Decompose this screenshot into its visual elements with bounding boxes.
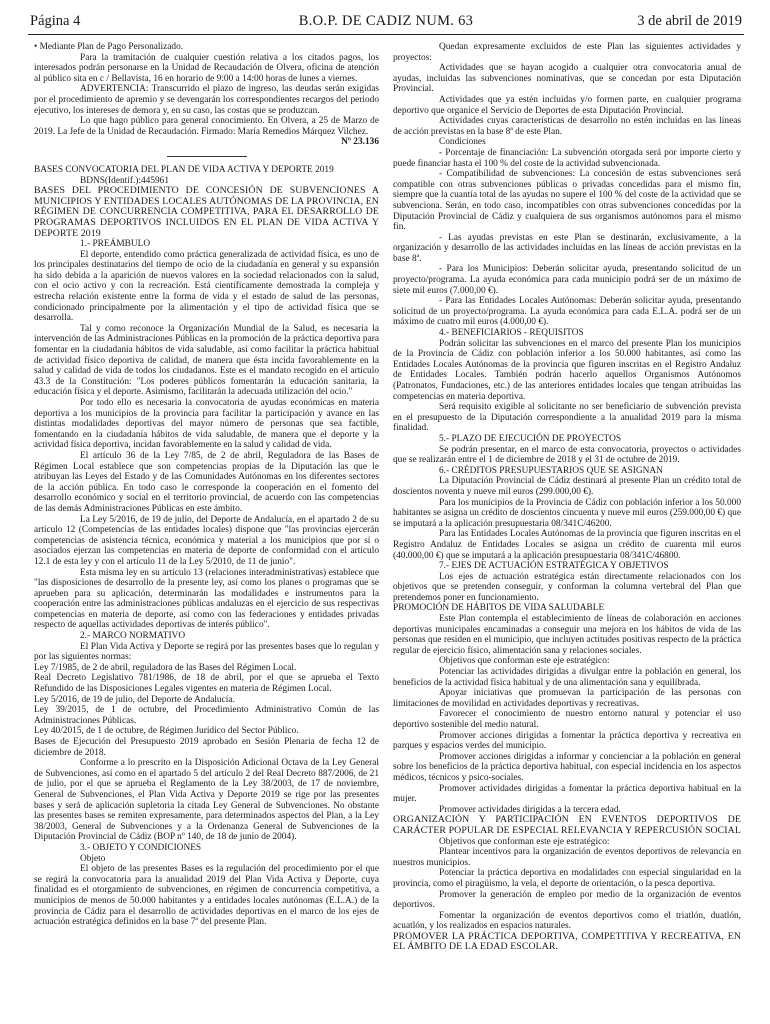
left-paragraph: ADVERTENCIA: Transcurrido el plazo de ingreso, las deudas serán exigidas por el procedimiento de apremio y se devengarán los correspondientes recargos del periodo ejecutivo, los intereses de demora y, en su caso, las costas que se produzcan. <box>34 84 379 116</box>
right-paragraph: La Diputación Provincial de Cádiz destinará al presente Plan un crédito total de doscientos noventa y nueve mil euros (299.000,00 €). <box>393 476 741 497</box>
right-paragraph: Será requisito exigible al solicitante no ser beneficiario de subvención prevista en el presupuesto de la Diputación correspondiente a la anualidad 2019 para la misma finalidad. <box>393 402 741 434</box>
left-paragraph: Ley 5/2016, de 19 de julio, del Deporte de Andalucía. <box>34 694 235 705</box>
right-paragraph: Quedan expresamente excluidos de este Plan las siguientes actividades y proyectos: <box>393 42 741 63</box>
right-paragraph: Los ejes de actuación estratégica están directamente relacionados con los objetivos que se pretenden conseguir, y conforman la columna vertebral del Plan que pretendemos poner en funcionamiento. <box>393 571 741 603</box>
right-paragraph: - Porcentaje de financiación: La subvención otorgada será por importe cierto y puede financiar hasta el 100 % del coste de la actividad subvencionada. <box>393 147 741 169</box>
left-paragraph: Por todo ello es necesaria la convocatoria de ayudas económicas en materia deportiva a los municipios de la provincia para facilitar la participación y avance en las distintas modalidades deportivas del mayor número de personas que sea factible, fomentando en la ciudadanía hábitos de vida saludable, de manera que el deporte y la actividad física deportiva, incidan favorablemente en la salud y calidad de vida. <box>34 398 379 451</box>
left-paragraph: • Mediante Plan de Pago Personalizado. <box>34 42 184 52</box>
right-paragraph: Promover actividades dirigidas a la tercera edad. <box>439 804 621 815</box>
publication-title: B.O.P. DE CADIZ NUM. 63 <box>298 13 474 29</box>
right-paragraph: Actividades cuyas características de desarrollo no estén incluidas en las líneas de acción previstas en la base 8ª de este Plan. <box>393 116 741 137</box>
right-paragraph: 5.- PLAZO DE EJECUCIÓN DE PROYECTOS <box>439 433 622 444</box>
left-paragraph: La Ley 5/2016, de 19 de julio, del Deporte de Andalucía, en el apartado 2 de su artículo 12 (Competencias de las entidades locales) dispone que "las provincias ejercerán competencias de asistencia técnica, económica y material a los municipios que por sí o asociados ejerzan las competencias en materia de deporte de conformidad con el artículo 12.1 de esta ley y con el artículo 11 de la Ley 5/2010, de 11 de junio". <box>34 514 379 567</box>
right-paragraph: Actividades que se hayan acogido a cualquier otra convocatoria anual de ayudas, incluidas las subvenciones nominativas, que se concedan por esta Diputación Provincial. <box>393 63 741 95</box>
left-paragraph: Lo que hago público para general conocimiento. En Olvera, a 25 de Marzo de 2019. La Jefe de la Unidad de Recaudación. Firmado: María Remedios Márquez Vilchez. <box>34 116 379 137</box>
right-paragraph: Objetivos que conforman este eje estratégico: <box>439 656 610 667</box>
left-paragraph: 2.- MARCO NORMATIVO <box>80 631 186 642</box>
right-paragraph: Apoyar iniciativas que promuevan la participación de las personas con limitaciones de movilidad en actividades deportivas y recreativas. <box>393 688 741 709</box>
left-paragraph: Ley 39/2015, de 1 de octubre, del Procedimiento Administrativo Común de las Administraciones Públicas. <box>34 705 379 726</box>
right-paragraph: Este Plan contempla el establecimiento de líneas de colaboración en acciones deportivas municipales encaminadas a conseguir una mejora en los hábitos de vida de las personas que residen en el municipio, que incluyen actitudes positivas respecto de la práctica regular de ejercicio físico, alimentación sana y relaciones sociales. <box>393 614 741 656</box>
right-paragraph: Para los municipios de la Provincia de Cádiz con población inferior a los 50.000 habitantes se asigna un crédito de doscientos cincuenta y nueve mil euros (259.000,00 €) que se imputará a la aplicación presupuestaria 08/341C/46200. <box>393 497 741 529</box>
right-paragraph: Potenciar la práctica deportiva en modalidades con especial singularidad en la provincia, como el piragüismo, la vela, el deporte de orientación, o la pesca deportiva. <box>393 868 741 889</box>
right-paragraph: - Para las Entidades Locales Autónomas: Deberán solicitar ayuda, presentando solicitud de un proyecto/programa. La ayuda económica para cada E.L.A. podrá ser de un máximo de cuatro mil euros (4.000,00 €). <box>393 296 741 328</box>
right-paragraph: - Para los Municipios: Deberán solicitar ayuda, presentando solicitud de un proyecto/programa. La ayuda económica para cada municipio podrá ser de un máximo de siete mil euros (7.000,00 €). <box>393 264 741 296</box>
right-paragraph: Podrán solicitar las subvenciones en el marco del presente Plan los municipios de la Provincia de Cádiz con población inferior a los 50.000 habitantes, así como las Entidades Locales Autónomas de la provincia que figuren inscritas en el Registro Andaluz de Entidades Locales. También podrán hacerlo aquellos Organismos Autónomos (Patronatos, Fundaciones, etc.) de las anteriores entidades locales que tengan atribuidas las competencias en materia deportiva. <box>393 338 741 402</box>
left-paragraph: Conforme a lo prescrito en la Disposición Adicional Octava de la Ley General de Subvenciones, así como en el apartado 5 del artículo 2 del Real Decreto 887/2006, de 21 de julio, por el que se aprueba el Reglamento de la Ley 38/2003, de 17 de noviembre, General de Subvenciones, el Plan Vida Activa y Deporte 2019 se rige por las presentes bases y será de aplicación supletoria la citada Ley General de Subvenciones. No obstante las presentes bases se remiten expresamente, para determinados aspectos del Plan, a la Ley 38/2003, General de Subvenciones y a la Ordenanza General de Subvenciones de la Diputación Provincial de Cádiz (BOP nº 140, de 18 de junio de 2004). <box>34 758 379 843</box>
right-paragraph: Potenciar las actividades dirigidas a divulgar entre la población en general, los beneficios de la actividad física habitual y de una alimentación sana y equilibrada. <box>393 667 741 688</box>
left-paragraph: BASES DEL PROCEDIMIENTO DE CONCESIÓN DE SUBVENCIONES A MUNICIPIOS Y ENTIDADES LOCALES AUTÓNOMAS DE LA PROVINCIA, EN RÉGIMEN DE CONCURRENCIA COMPETITIVA, PARA EL DESARROLLO DE PROGRAMAS DEPORTIVOS INCLUIDOS EN EL PLAN DE VIDA ACTIVA Y DEPORTE 2019 <box>34 185 379 239</box>
left-paragraph: El objeto de las presentes Bases es la regulación del procedimiento por el que se regirá la convocatoria para la anualidad 2019 del Plan Vida Activa y Deporte, cuya finalidad es el otorgamiento de subvenciones, en régimen de concurrencia competitiva, a municipios de menos de 50.000 habitantes y a entidades locales autónomas (E.L.A.) de la provincia de Cádiz para el desarrollo de actividades deportivas en el marco de los ejes de actuación estratégica definidos en la base 7ª del presente Plan. <box>34 864 379 928</box>
right-paragraph: Promover actividades dirigidas a fomentar la práctica deportiva habitual en la mujer. <box>393 783 741 805</box>
left-paragraph: 1.- PREÁMBULO <box>80 239 151 250</box>
left-paragraph: Para la tramitación de cualquier cuestión relativa a los citados pagos, los interesados podrán personarse en la Unidad de Recaudación de Olvera, oficina de atención al público sita en c / Bellavista, 16 en horario de 9:00 a 14:00 horas de lunes a viernes. <box>34 52 379 84</box>
left-paragraph: Ley 7/1985, de 2 de abril, reguladora de las Bases del Régimen Local. <box>34 662 297 673</box>
right-paragraph: - Las ayudas previstas en este Plan se destinarán, exclusivamente, a la organización y desarrollo de las actividades incluidas en las líneas de acción previstas en la base 8ª. <box>393 232 741 264</box>
left-paragraph: El Plan Vida Activa y Deporte se regirá por las presentes bases que lo regulan y por las siguientes normas: <box>34 641 379 663</box>
right-paragraph: PROMOVER LA PRÁCTICA DEPORTIVA, COMPETITIVA Y RECREATIVA, EN EL ÁMBITO DE LA EDAD ESCOLAR. <box>393 930 741 953</box>
left-paragraph: Objeto <box>80 853 106 864</box>
right-paragraph: 4.- BENEFICIARIOS - REQUISITOS <box>439 328 584 339</box>
section-divider <box>167 156 247 157</box>
left-paragraph: El deporte, entendido como práctica generalizada de actividad física, es uno de los principales destinatarios del tiempo de ocio de la ciudadanía en general y su expansión ha sido debida a la aparición de nuevos valores en la sociedad relacionados con la salud, con el ocio activo y con la recreación. Está científicamente demostrada la compleja y estrecha relación existente entre la forma de vida y el estado de salud de las personas, condicionado principalmente por la alimentación y el tipo de actividad física que se desarrolla. <box>34 249 379 324</box>
left-paragraph: Real Decreto Legislativo 781/1986, de 18 de abril, por el que se aprueba el Texto Refundido de las Disposiciones Legales vigentes en materia de Régimen Local. <box>34 673 379 695</box>
right-paragraph: Promover la generación de empleo por medio de la organización de eventos deportivos. <box>393 889 741 911</box>
right-paragraph: Para las Entidades Locales Autónomas de la provincia que figuren inscritas en el Registro Andaluz de Entidades Locales se asigna un crédito de cuarenta mil euros (40.000,00 €) que se imputará a la aplicación presupuestaria 08/341C/46800. <box>393 529 741 561</box>
left-paragraph: Esta misma ley en su artículo 13 (relaciones interadministrativas) establece que "las disposiciones de desarrollo de la presente ley, así como los planes o programas que se aprueben para su aplicación, determinarán las modalidades e instrumentos para la cooperación entre las administraciones públicas andaluzas en el ejercicio de sus respectivas competencias en materia de deporte, así como con las federaciones y entidades privadas respecto de aquellas actividades deportivas de interés público". <box>34 567 379 631</box>
right-paragraph: Favorecer el conocimiento de nuestro entorno natural y potenciar el uso deportivo sostenible del medio natural. <box>393 709 741 730</box>
left-paragraph: BDNS(Identif.):445961 <box>80 175 170 186</box>
left-paragraph: BASES CONVOCATORIA DEL PLAN DE VIDA ACTIVA Y DEPORTE 2019 <box>34 164 334 175</box>
right-paragraph: Promover acciones dirigidas a fomentar la práctica deportiva y recreativa en parques y espacios verdes del municipio. <box>393 730 741 752</box>
right-paragraph: Plantear incentivos para la organización de eventos deportivos de relevancia en nuestros municipios. <box>393 847 741 868</box>
left-paragraph: 3.- OBJETO Y CONDICIONES <box>80 842 202 853</box>
left-paragraph: El artículo 36 de la Ley 7/85, de 2 de abril, Reguladora de las Bases de Régimen Local establece que son competencias propias de la Diputación las que le atribuyan las Leyes del Estado y de las Comunidades Autónomas en los diferentes sectores de la acción pública. En todo caso le corresponde la cooperación en el fomento del desarrollo económico y social en el territorio provincial, de acuerdo con las competencias de las demás Administraciones Públicas en este ámbito. <box>34 450 379 514</box>
right-paragraph: 6.- CRÉDITOS PRESUPUESTARIOS QUE SE ASIGNAN <box>439 465 663 476</box>
right-paragraph: Condiciones <box>439 137 486 148</box>
page-header <box>28 8 744 35</box>
publication-date: 3 de abril de 2019 <box>637 13 742 29</box>
right-paragraph: Se podrán presentar, en el marco de esta convocatoria, proyectos o actividades que se realizarán entre el 1 de diciembre de 2018 y el 31 de octubre de 2019. <box>393 444 741 466</box>
left-column <box>34 42 379 928</box>
left-paragraph: Bases de Ejecución del Presupuesto 2019 aprobado en Sesión Plenaria de fecha 12 de diciembre de 2018. <box>34 737 379 758</box>
left-paragraph: Tal y como reconoce la Organización Mundial de la Salud, es necesaria la intervención de las Administraciones Públicas en la promoción de la práctica deportiva para fomentar en la ciudadanía hábitos de vida saludable, así como facilitar la práctica habitual de actividad físico deportiva de calidad, de manera que ésta incida favorablemente en la salud y calidad de vida de todos los ciudadanos. Este es el mandato recogido en el artículo 43.3 de la Constitución: "Los poderes públicos fomentarán la educación sanitaria, la educación física y el deporte. Asimismo, facilitarán la adecuada utilización del ocio." <box>34 323 379 398</box>
right-paragraph: PROMOCIÓN DE HÁBITOS DE VIDA SALUDABLE <box>393 603 605 614</box>
right-paragraph: - Compatibilidad de subvenciones: La concesión de estas subvenciones será compatible con otras subvenciones públicas o privadas concedidas para el mismo fin, siempre que la cuantía total de las ayudas no supere el 100 % del coste de la actividad que se subvenciona. Serán, en todo caso, incompatibles con otras subvenciones concedidas por la Diputación Provincial de Cádiz y cualquiera de sus organismos autónomos para el mismo fin. <box>393 169 741 233</box>
right-paragraph: Fomentar la organización de eventos deportivos como el triatlón, duatlón, acuatlón, y los realizados en espacios naturales. <box>393 910 741 932</box>
right-paragraph: Objetivos que conforman este eje estratégico: <box>439 836 610 847</box>
page-number: Página 4 <box>30 13 81 29</box>
right-paragraph: Promover acciones dirigidas a informar y concienciar a la población en general sobre los beneficios de la práctica deportiva habitual, con especial incidencia en los aspectos médicos, técnicos y psico-sociales. <box>393 751 741 783</box>
left-paragraph: Nº 23.136 <box>341 137 379 148</box>
right-paragraph: Actividades que ya estén incluidas y/o formen parte, en cualquier programa deportivo que organice el Servicio de Deportes de esta Diputación Provincial. <box>393 94 741 116</box>
right-paragraph: 7.- EJES DE ACTUACIÓN ESTRATÉGICA Y OBJETIVOS <box>439 561 669 572</box>
right-paragraph: ORGANIZACIÓN Y PARTICIPACIÓN EN EVENTOS DEPORTIVOS DE CARÁCTER POPULAR DE ESPECIAL RELEVANCIA Y REPERCUSIÓN SOCIAL <box>393 814 741 836</box>
right-column <box>393 42 741 953</box>
left-paragraph: Ley 40/2015, de 1 de octubre, de Régimen Jurídico del Sector Público. <box>34 726 299 737</box>
